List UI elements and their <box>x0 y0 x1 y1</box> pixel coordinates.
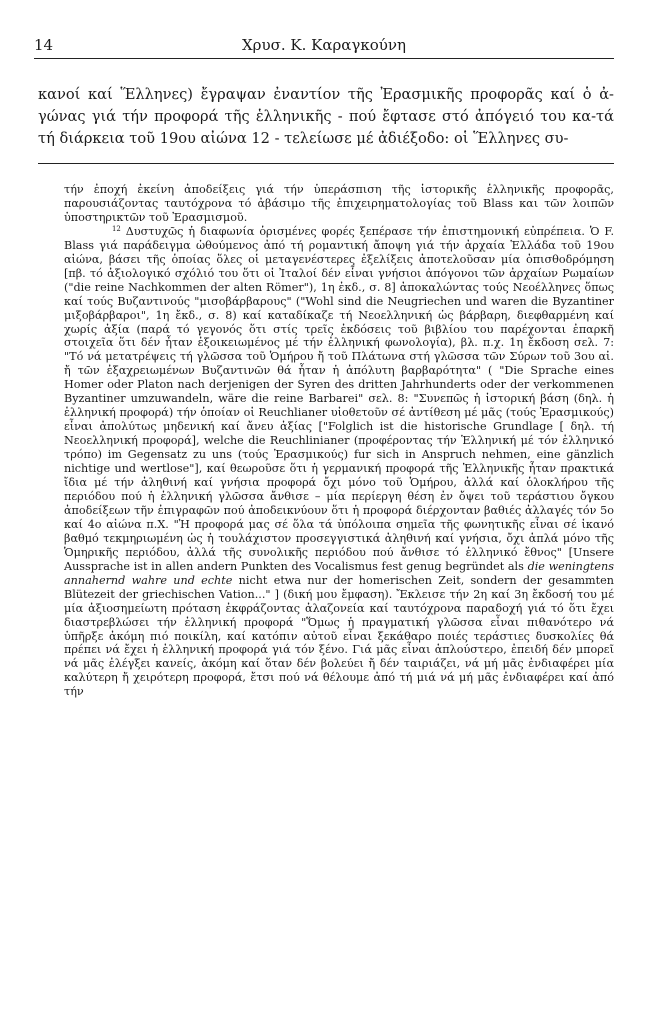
main-text: κανοί καί Ἕλληνες) ἔγραψαν ἐναντίον τῆς Ἐρασμικῆς προφορᾶς καί ὁ ἀ-γώνας γιά τήν προφορά τῆς ἑλληνικῆς - πού ἔφτασε στό ἀπόγειό του κα-τά τή διάρκεια τοῦ 19ου αἰώνα 12 - τελείωσε μέ ἀδιέξοδο: οἱ Ἕλληνες συ- <box>38 86 614 147</box>
footnotes <box>64 183 614 699</box>
footnote-continuation: τήν ἐποχή ἐκείνη ἀποδείξεις γιά τήν ὑπεράσπιση τῆς ἱστορικῆς ἑλληνικῆς προφορᾶς, παρουσιάζοντας ταυτόχρονα τό ἀβάσιμο τῆς ἐπιχειρηματολογίας τοῦ Blass και τῶν λοιπῶν ὑποστηρικτῶν τοῦ Ἐρασμισμοῦ. <box>64 183 614 224</box>
page-header <box>34 36 614 59</box>
footnote-marker: 12 <box>112 225 121 234</box>
footnote-12-italic: die weningtens annahernd wahre und echte <box>64 559 614 587</box>
footnote-12-text: Δυστυχῶς ἡ διαφωνία ὁρισμένες φορές ξεπέρασε τήν ἐπιστημονική εὐπρέπεια. Ὁ F. Blass γιά παράδειγμα ὠθούμενος ἀπό τή ρομαντική ἄποψη γιά τήν ἀρχαία Ἑλλάδα τοῦ 19ου αἰώνα, βάσει τῆς ὁποίας ὅλες οἱ μεταγενέστερες ἐξελίξεις ἀποτελοῦσαν μία ὀπισθοδρόμηση [πβ. τό ἀξιολογικό σχόλιό του ὅτι οἱ Ἰταλοί δέν εἶναι γνήσιοι ἀπόγονοι τῶν ἀρχαίων Ρωμαίων ("die reine Nachkommen der alten Römer"), 1η ἐκδ., σ. 8] ἀποκαλώντας τούς Νεοέλληνες ὅπως καί τούς Βυζαντινούς "μισοβάρβαρους" ("Wohl sind die Neugriechen und waren die Byzantiner μιξοβάρβαροι", 1η ἔκδ., σ. 8) καί καταδίκαζε τή Νεοελληνική ὡς βάρβαρη, διεφθαρμένη καί χωρίς ἀξία (παρά τό γεγονός ὅτι στίς τρεῖς ἐκδόσεις τοῦ βιβλίου του παρέχονται ἐπαρκῆ στοιχεῖα ὅτι δέν ἦταν ἐξοικειωμένος μέ τήν ἑλληνική φωνολογία), βλ. π.χ. 1η ἔκδοση σελ. 7: "Τό νά μετατρέψεις τή γλῶσσα τοῦ Ὁμήρου ἤ τοῦ Πλάτωνα στή γλῶσσα τῶν Σύρων τοῦ 3ου αἰ. ἤ τῶν ἐξαχρειωμένων Βυζαντινῶν θά ἦταν ἡ ἀπόλυτη βαρβαρότητα" ( "Die Sprache eines Homer oder Platon nach derjenigen der Syren des dritten Jahrhunderts oder der verkommenen Byzantiner umzuwandeln, wäre die reine Barbarei" σελ. 8: "Συνεπῶς ἡ ἱστορική βάση (δηλ. ἡ ἑλληνική προφορά) τήν ὁποίαν οἱ Reuchlianer υἱοθετοῦν σέ ἀντίθεση μέ μᾶς (τούς Ἐρασμικούς) εἶναι ἀπολύτως μηδενική καί ἄνευ ἀξίας ["Folglich ist die historische Grundlage [ δηλ. τή Νεοελληνική προφορά], welche die Reuchlinianer (προφέροντας τήν Ἑλληνική μέ τόν ἑλληνικό τρόπο) im Gegensatz zu uns (τούς Ἐρασμικούς) fur sich in Anspruch nehmen, eine gänzlich nichtige und wertlose"], καί θεωροῦσε ὅτι ἡ γερμανική προφορά τῆς Ἑλληνικῆς ἦταν πρακτικά ἴδια μέ τήν ἀληθινή καί γνήσια προφορά ὄχι μόνο τοῦ Ὁμήρου, ἀλλά καί ὁλοκλήρου τῆς περιόδου πού ἡ ἑλληνική γλῶσσα ἄνθισε – μία περίεργη θέση ἐν ὄψει τοῦ τεράστιου ὄγκου ἀποδείξεων τῆν ἐπιγραφῶν πού ἀποδεικνύουν ὅτι ἡ προφορά διέρχονταν βαθιές ἀλλαγές τόν 5ο καί 4ο αἰώνα π.Χ. "Ἡ προφορά μας σέ ὅλα τά ὑπόλοιπα σημεῖα τῆς φωνητικῆς εἶναι σέ ἱκανό βαθμό τεκμηριωμένη ὡς ἡ τουλάχιστον προσεγγιστικά ἀληθινή καί γνήσια, ὄχι ἁπλά μόνο τῆς Ὁμηρικῆς περιόδου, ἀλλά τῆς συνολικῆς περιόδου πού ἄνθισε τό ἑλληνικό ἔθνος" [Unsere Aussprache ist in allen andern Punkten des Vocalismus fest genug begründet als <box>64 224 614 573</box>
footnote-separator <box>38 163 614 164</box>
footnote-12 <box>64 225 614 699</box>
footnote-12-end: nicht etwa nur der homerischen Zeit, sondern der gesammten Blütezeit der griechischen Vation..." ] (δική μου ἔμφαση). Ἔκλεισε τήν 2η καί 3η ἔκδοσή του μέ μία ἀξιοσημείωτη πρόταση ἐκφράζοντας ἀλαζονεία καί ταυτόχρονα παραδοχή γιά τό ὅτι ἔχει διαστρεβλώσει τήν ἑλληνική προφορά "Ὅμως ἡ πραγματική γλῶσσα εἶναι πιθανότερο νά ὑπῆρξε ἀκόμη πιό ποικίλη, καί κατόπιν αὐτοῦ εἶναι ξεκάθαρο ποιές τεράστιες δυσκολίες θά πρέπει νά ἔχει ἡ ἑλληνική προφορά γιά τόν ξένο. Γιά μᾶς εἶναι ἁπλούστερο, ἐπειδή δέν μπορεῖ νά μᾶς ἐλέγξει κανείς, ἀκόμη καί ὅταν δέν βολεύει ἤ δέν ταιριάζει, νά μή μᾶς ἐνδιαφέρει μία καλύτερη ἤ χειρότερη προφορά, ἔτσι πού νά θέλουμε ἀπό τή μιά νά μή μᾶς ἐνδιαφέρει καί ἀπό τήν <box>64 573 614 699</box>
page-number: 14 <box>34 36 54 54</box>
running-title: Χρυσ. Κ. Καραγκούνη <box>241 36 406 54</box>
